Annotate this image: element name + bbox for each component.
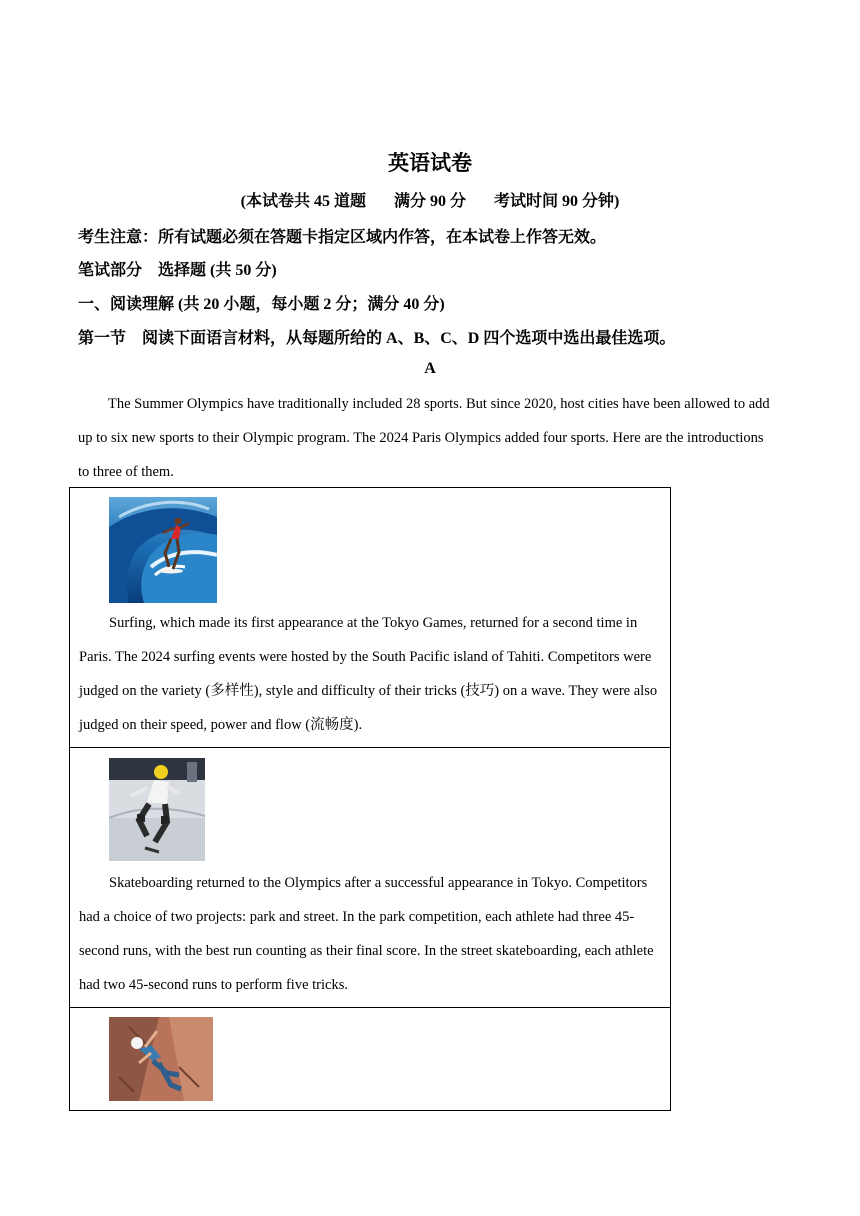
passage-letter: A bbox=[424, 360, 436, 377]
rock-climber-photo bbox=[109, 1008, 213, 1101]
part-label: 笔试部分 bbox=[78, 262, 143, 279]
sport-cell-climbing bbox=[70, 1008, 670, 1110]
exam-title: 英语试卷 bbox=[388, 151, 472, 175]
skateboarding-description: Skateboarding returned to the Olympics after a successful appearance in Tokyo. Competitors had a choice of two projects: park and street. In the park competition, each athlete had three 45-second runs, with the best run counting as their final score. In the street skateboarding, each athlete had two 45-second runs to perform five tricks. bbox=[79, 875, 654, 993]
section-part-instruction: 阅读下面语言材料，从每题所给的 A、B、C、D 四个选项中选出最佳选项。 bbox=[142, 330, 676, 347]
exam-notice: 考生注意：所有试题必须在答题卡指定区域内作答，在本试卷上作答无效。 bbox=[78, 229, 607, 246]
section-part-label: 第一节 bbox=[78, 330, 127, 347]
sport-cell-surfing bbox=[70, 488, 670, 748]
surfer-on-wave-photo bbox=[109, 488, 217, 603]
skateboarder-photo bbox=[109, 748, 205, 861]
section-one-heading: 一、阅读理解 (共 20 小题，每小题 2 分；满分 40 分) bbox=[78, 296, 445, 313]
exam-time: 考试时间 90 分钟) bbox=[494, 193, 620, 210]
surfing-description: Surfing, which made its first appearance at the Tokyo Games, returned for a second time in Paris. The 2024 surfing events were hosted by the South Pacific island of Tahiti. Competitors were judged on the variety (多样性), style and difficulty of their tricks (技巧) on a wave. They were also judged on their speed, power and flow (流畅度). bbox=[79, 615, 658, 733]
sport-cell-skateboarding bbox=[70, 748, 670, 1008]
section-one-part-heading bbox=[78, 325, 675, 348]
passage-intro: The Summer Olympics have traditionally included 28 sports. But since 2020, host cities have been allowed to add up to six new sports to their Olympic program. The 2024 Paris Olympics added four sports. Here are the introductions to three of them. bbox=[78, 396, 770, 480]
full-score: 满分 90 分 bbox=[393, 193, 466, 210]
part-name: 选择题 (共 50 分) bbox=[158, 262, 277, 279]
part-heading bbox=[78, 257, 277, 280]
sports-table bbox=[69, 487, 671, 1111]
question-count: (本试卷共 45 道题 bbox=[240, 193, 366, 210]
exam-subtitle bbox=[0, 188, 860, 211]
